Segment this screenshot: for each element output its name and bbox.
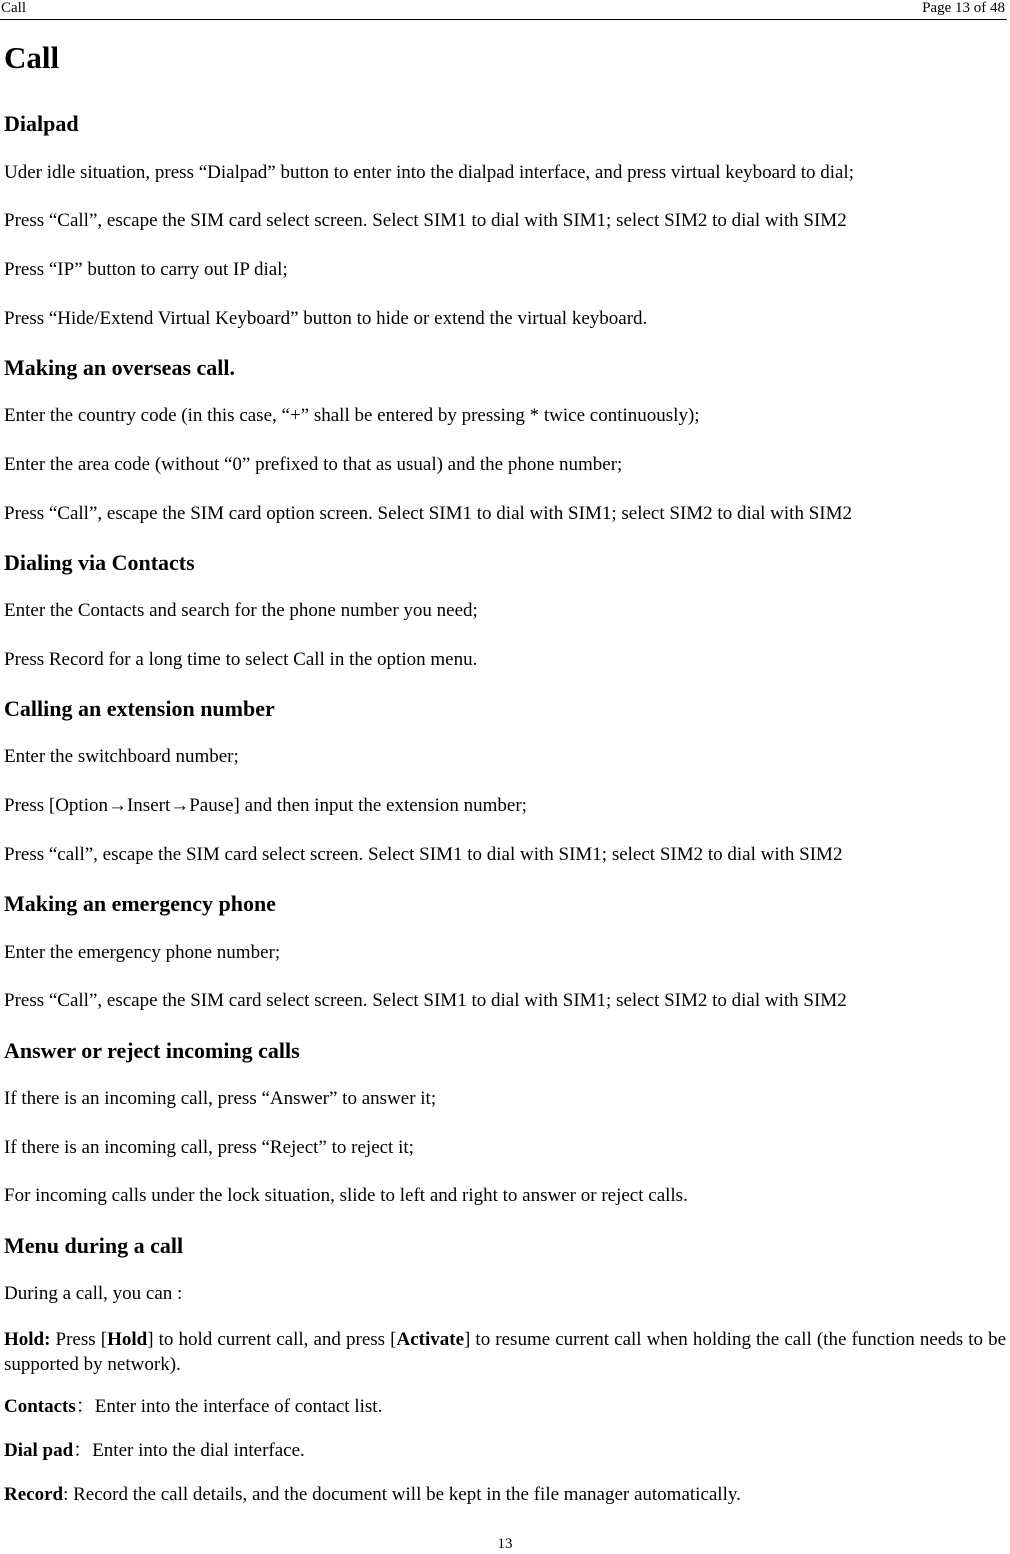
hold-term: Hold: <box>4 1329 51 1350</box>
hold-text-1: Press [ <box>50 1329 108 1350</box>
paragraph: Press [Option→Insert→Pause] and then input the extension number; <box>4 795 527 816</box>
paragraph: If there is an incoming call, press “Reject” to reject it; <box>4 1137 414 1158</box>
contacts-text: Enter into the interface of contact list. <box>94 1396 383 1417</box>
record-text: : Record the call details, and the document will be kept in the file manager automatically. <box>63 1484 741 1505</box>
activate-key: Activate <box>396 1329 465 1350</box>
paragraph: Press “IP” button to carry out IP dial; <box>4 259 288 280</box>
paragraph: Press “call”, escape the SIM card select screen. Select SIM1 to dial with SIM1; select SIM2 to dial with SIM2 <box>4 844 843 865</box>
heading-answer-reject: Answer or reject incoming calls <box>4 1038 300 1063</box>
heading-menu-during-call: Menu during a call <box>4 1233 184 1258</box>
paragraph: Press “Hide/Extend Virtual Keyboard” button to hide or extend the virtual keyboard. <box>4 308 648 329</box>
paragraph: Enter the emergency phone number; <box>4 942 281 963</box>
record-term: Record <box>4 1484 64 1505</box>
page-header <box>0 0 1007 20</box>
dialpad-description <box>4 1439 305 1463</box>
term-separator: ： <box>75 1396 95 1417</box>
heading-dialing-contacts: Dialing via Contacts <box>4 550 195 575</box>
header-section-title: Call <box>1 0 26 16</box>
paragraph: During a call, you can : <box>4 1283 183 1304</box>
paragraph: Press Record for a long time to select Call in the option menu. <box>4 649 478 670</box>
paragraph: Enter the switchboard number; <box>4 746 239 767</box>
dialpad-term: Dial pad <box>4 1440 74 1461</box>
paragraph: Press “Call”, escape the SIM card select screen. Select SIM1 to dial with SIM1; select SIM2 to dial with SIM2 <box>4 990 847 1011</box>
heading-emergency-phone: Making an emergency phone <box>4 891 276 916</box>
dialpad-text: Enter into the dial interface. <box>92 1440 305 1461</box>
hold-description <box>4 1327 1006 1377</box>
paragraph: If there is an incoming call, press “Answer” to answer it; <box>4 1088 437 1109</box>
heading-dialpad: Dialpad <box>4 111 79 136</box>
hold-text-3: ] to resume current call when holding the call (the function needs to be supported by network). <box>4 1329 1007 1375</box>
contacts-term: Contacts <box>4 1396 76 1417</box>
paragraph: Enter the country code (in this case, “+” shall be entered by pressing * twice continuously); <box>4 405 700 426</box>
record-description <box>4 1483 741 1507</box>
paragraph: Uder idle situation, press “Dialpad” button to enter into the dialpad interface, and press virtual keyboard to dial; <box>4 162 854 183</box>
heading-overseas-call: Making an overseas call. <box>4 355 235 380</box>
header-page-count: Page 13 of 48 <box>922 0 1005 16</box>
page-title: Call <box>4 40 60 75</box>
heading-extension-number: Calling an extension number <box>4 696 275 721</box>
paragraph: Press “Call”, escape the SIM card option screen. Select SIM1 to dial with SIM1; select SIM2 to dial with SIM2 <box>4 503 852 524</box>
paragraph: For incoming calls under the lock situation, slide to left and right to answer or reject calls. <box>4 1185 688 1206</box>
paragraph: Enter the Contacts and search for the phone number you need; <box>4 600 478 621</box>
contacts-description <box>4 1395 382 1419</box>
hold-text-2: ] to hold current call, and press [ <box>147 1329 397 1350</box>
page-number: 13 <box>497 1536 513 1552</box>
hold-key: Hold <box>107 1329 148 1350</box>
term-separator: ： <box>73 1440 93 1461</box>
paragraph: Press “Call”, escape the SIM card select screen. Select SIM1 to dial with SIM1; select SIM2 to dial with SIM2 <box>4 210 847 231</box>
paragraph: Enter the area code (without “0” prefixed to that as usual) and the phone number; <box>4 454 623 475</box>
